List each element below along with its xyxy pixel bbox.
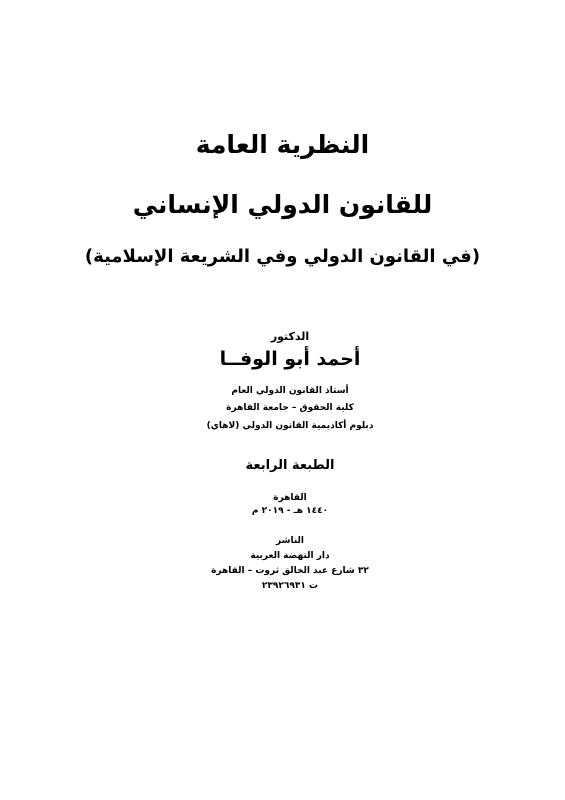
book-subtitle: (في القانون الدولي وفي الشريعة الإسلامية) <box>84 246 481 267</box>
publisher-name: دار النهضة العربية <box>250 551 330 561</box>
publisher-address: ٣٢ شارع عبد الخالق ثروت – القاهرة <box>211 566 369 576</box>
book-title-line-1: النظرية العامة <box>195 130 370 159</box>
publisher-phone: ت ٢٣٩٢٦٩٣١ <box>261 581 319 591</box>
publication-city: القاهرة <box>273 493 307 503</box>
author-name: أحمد أبو الوفــا <box>219 348 361 370</box>
book-title-line-2: للقانون الدولي الإنساني <box>132 190 433 219</box>
author-role-1: أستاذ القانون الدولي العام <box>231 386 349 396</box>
edition: الطبعة الرابعة <box>245 458 335 473</box>
author-role-2: كلية الحقوق – جامعة القاهرة <box>226 403 354 413</box>
publisher-label: الناشر <box>276 536 304 546</box>
author-title-label: الدكتور <box>270 330 310 343</box>
publication-year: ١٤٤٠ هـ - ٢٠١٩ م <box>251 506 329 516</box>
author-role-3: دبلوم أكاديمية القانون الدولي (لاهاي) <box>206 421 374 431</box>
